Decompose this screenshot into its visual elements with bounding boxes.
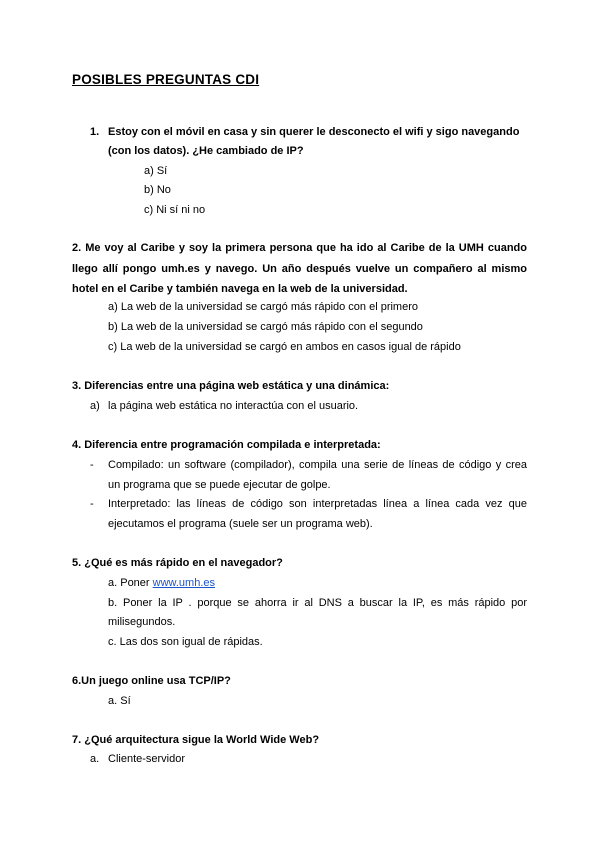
q1-question-line2: (con los datos). ¿He cambiado de IP? [108,145,304,157]
q4-item2-line1: Interpretado: las líneas de código son interpretadas línea a línea cada vez que [108,498,527,510]
q5-question: 5. ¿Qué es más rápido en el navegador? [72,557,283,569]
q6-answer: a. Sí [108,695,131,707]
q5-option-b-line1: b. Poner la IP . porque se ahorra ir al DNS a buscar la IP, es más rápido por [108,597,527,609]
q4-bullet-2: - [90,498,94,510]
q5-option-b-line2: milisegundos. [108,616,176,628]
q1-option-b: b) No [144,184,171,196]
q2-question-line2: llego allí pongo umh.es y navego. Un año después vuelve un compañero al mismo [72,263,527,275]
q6-question: 6.Un juego online usa TCP/IP? [72,675,231,687]
q7-answer: Cliente-servidor [108,753,186,765]
document-title: POSIBLES PREGUNTAS CDI [72,72,260,87]
q2-option-a: a) La web de la universidad se cargó más rápido con el primero [108,301,418,313]
q2-question-line3: hotel en el Caribe y también navega en la web de la universidad. [72,283,408,295]
q1-option-a: a) Sí [144,165,168,177]
q7-marker: a. [90,753,100,765]
q4-item1-line2: un programa que se puede ejecutar de golpe. [108,479,331,491]
q4-question: 4. Diferencia entre programación compilada e interpretada: [72,439,381,451]
q7-question: 7. ¿Qué arquitectura sigue la World Wide Web? [72,734,320,746]
q1-option-c: c) Ni sí ni no [144,204,206,216]
q3-question: 3. Diferencias entre una página web estática y una dinámica: [72,380,390,392]
q1-number: 1. [90,126,100,138]
q4-item1-line1: Compilado: un software (compilador), compila una serie de líneas de código y crea [108,459,527,471]
q2-option-c: c) La web de la universidad se cargó en ambos en casos igual de rápido [108,341,461,353]
q2-option-b: b) La web de la universidad se cargó más rápido con el segundo [108,321,423,333]
q4-item2-line2: ejecutamos el programa (suele ser un programa web). [108,518,373,530]
q3-marker: a) [90,400,100,412]
q4-bullet-1: - [90,459,94,471]
q5-option-a [108,576,215,590]
q5-option-c: c. Las dos son igual de rápidas. [108,636,263,648]
q1-question-line1: Estoy con el móvil en casa y sin querer le desconecto el wifi y sigo navegando [108,126,520,138]
q2-question-line1: 2. Me voy al Caribe y soy la primera persona que ha ido al Caribe de la UMH cuando [72,242,527,254]
q3-answer: la página web estática no interactúa con el usuario. [108,400,359,412]
q5-option-a-prefix: a. Poner [108,577,153,589]
umh-link[interactable]: www.umh.es [152,577,215,589]
